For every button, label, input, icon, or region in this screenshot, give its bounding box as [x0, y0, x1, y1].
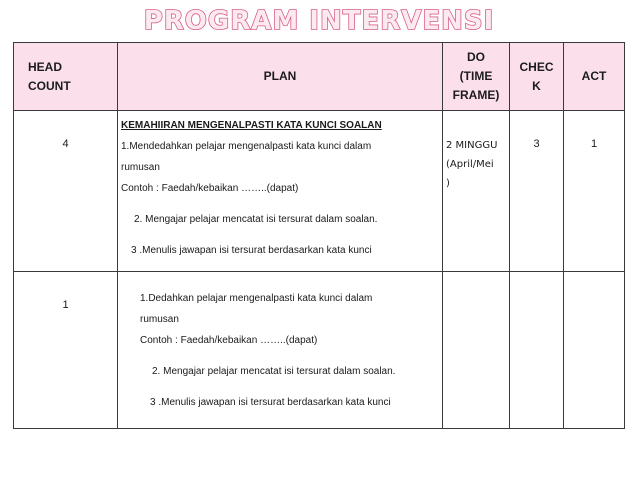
header-row [14, 43, 625, 111]
page-title: PROGRAM INTERVENSI [143, 6, 495, 36]
plan-line: 1.Mendedahkan pelajar mengenalpasti kata kunci dalam [121, 141, 372, 152]
header-act: ACT [564, 43, 625, 111]
header-check-line-2: K [532, 78, 541, 93]
plan-line: 1.Dedahkan pelajar mengenalpasti kata kunci dalam [140, 293, 373, 304]
time-frame-line: (April/Mei [446, 159, 494, 170]
plan-heading: KEMAHIIRAN MENGENALPASTI KATA KUNCI SOALAN [121, 120, 382, 131]
row-head-count: 4 [14, 111, 118, 272]
row-act: 1 [564, 111, 625, 272]
header-head-count-line-1: HEAD [28, 59, 63, 74]
row-plan [118, 272, 443, 429]
plan-line: Contoh : Faedah/kebaikan ……..(dapat) [121, 183, 299, 194]
row-head-count: 1 [14, 272, 118, 429]
row-check: 3 [510, 111, 564, 272]
time-frame-line: 2 MINGGU [446, 140, 498, 151]
header-head-count [14, 43, 118, 111]
plan-line: 2. Mengajar pelajar mencatat isi tersurat dalam soalan. [152, 366, 396, 377]
plan-line: rumusan [140, 314, 179, 325]
header-check [510, 43, 564, 111]
header-do-line-2: (TIME [459, 69, 493, 83]
plan-line: rumusan [121, 162, 160, 173]
table-row [14, 272, 625, 429]
header-do-line-1: DO [467, 50, 485, 64]
header-plan: PLAN [118, 43, 443, 111]
row-time-frame [443, 111, 510, 272]
row-act [564, 272, 625, 429]
plan-line: 2. Mengajar pelajar mencatat isi tersurat dalam soalan. [134, 214, 378, 225]
table-row [14, 111, 625, 272]
header-do-line-3: FRAME) [452, 88, 500, 102]
header-head-count-line-2: COUNT [28, 78, 71, 93]
row-plan [118, 111, 443, 272]
plan-line: 3 .Menulis jawapan isi tersurat berdasarkan kata kunci [150, 397, 391, 408]
intervention-table [13, 42, 625, 429]
row-check [510, 272, 564, 429]
plan-line: Contoh : Faedah/kebaikan ……..(dapat) [140, 335, 318, 346]
time-frame-line: ) [446, 178, 450, 189]
header-check-line-1: CHEC [519, 59, 554, 74]
row-time-frame [443, 272, 510, 429]
header-do [443, 43, 510, 111]
plan-line: 3 .Menulis jawapan isi tersurat berdasarkan kata kunci [131, 245, 372, 256]
